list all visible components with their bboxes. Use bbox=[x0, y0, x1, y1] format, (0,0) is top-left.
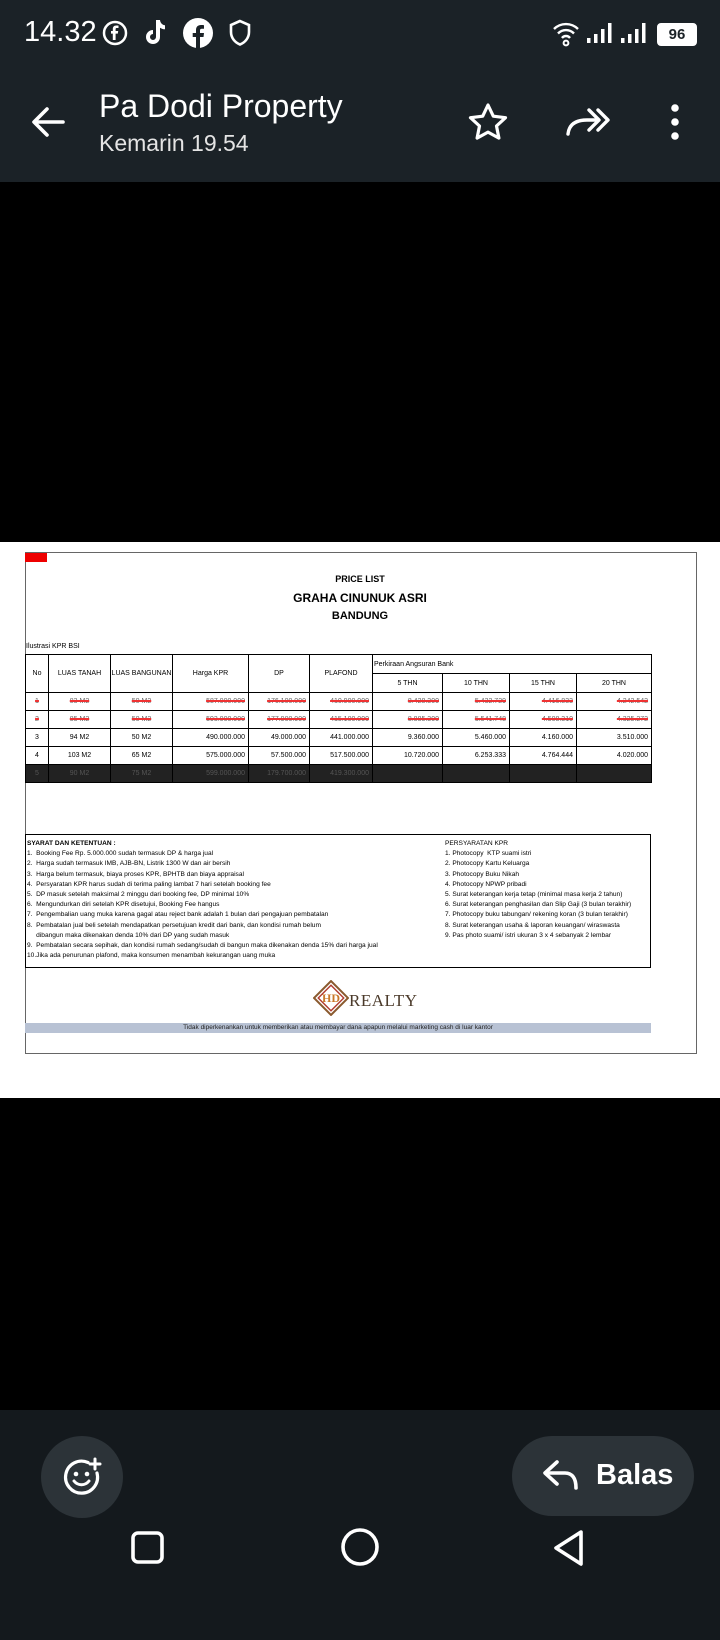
requirement-item: 3. Photocopy Buku Nikah bbox=[445, 870, 520, 878]
wifi-icon bbox=[552, 19, 580, 47]
app-header bbox=[0, 68, 720, 182]
table-cell: 4 bbox=[26, 747, 49, 765]
table-cell: 9.360.000 bbox=[373, 729, 443, 747]
table-cell: 5.460.000 bbox=[443, 729, 510, 747]
table-cell: 5.541.748 bbox=[443, 711, 510, 729]
table-cell: 176.100.000 bbox=[249, 693, 310, 711]
requirement-item: 8. Surat keterangan usaha & laporan keuangan/ wiraswasta bbox=[445, 921, 620, 929]
requirement-item: 1. Photocopy KTP suami istri bbox=[445, 850, 532, 858]
terms-list bbox=[27, 839, 447, 961]
requirement-item: 5. Surat keterangan kerja tetap (minimal masa kerja 2 tahun) bbox=[445, 891, 623, 899]
hd-realty-logo bbox=[313, 980, 349, 1016]
terms-item: 6. Mengundurkan diri setelah KPR disetujui, Booking Fee hangus bbox=[27, 901, 220, 909]
terms-item: 5. DP masuk setelah maksimal 2 minggu dari booking fee, DP minimal 10% bbox=[27, 891, 250, 899]
col-header: Harga KPR bbox=[173, 655, 249, 693]
terms-title: SYARAT DAN KETENTUAN : bbox=[27, 840, 116, 847]
page-subtitle: Kemarin 19.54 bbox=[99, 130, 249, 156]
doc-title-city: BANDUNG bbox=[331, 610, 389, 622]
table-cell: 8.885.300 bbox=[373, 711, 443, 729]
battery-icon bbox=[657, 23, 697, 46]
table-cell: 85 M2 bbox=[49, 711, 111, 729]
table-cell: 575.000.000 bbox=[173, 747, 249, 765]
shield-icon bbox=[228, 19, 252, 47]
table-cell: 179.700.000 bbox=[249, 765, 310, 783]
table-row bbox=[26, 729, 652, 747]
facebook-messenger-icon bbox=[102, 20, 128, 46]
table-row bbox=[26, 765, 652, 783]
tiktok-icon bbox=[143, 18, 169, 46]
col-header: 20 THN bbox=[577, 674, 652, 693]
table-cell: 517.500.000 bbox=[310, 747, 373, 765]
terms-item: 2. Harga sudah termasuk IMB, AJB-BN, Listrik 1300 W dan air bersih bbox=[27, 860, 231, 868]
table-cell: 587.000.000 bbox=[173, 693, 249, 711]
home-icon[interactable] bbox=[339, 1526, 381, 1568]
table-cell: 50 M2 bbox=[111, 711, 173, 729]
status-time: 14.32 bbox=[24, 16, 97, 48]
table-cell: 1 bbox=[26, 693, 49, 711]
table-cell bbox=[577, 765, 652, 783]
terms-item: 3. Harga belum termasuk, biaya proses KPR, BPHTB dan biaya appraisal bbox=[27, 870, 244, 878]
terms-item: 10.Jika ada penurunan plafond, maka konsumen menambah kekurangan uang muka bbox=[27, 952, 276, 960]
terms-item: 9. Pembatalan secara sepihak, dan kondisi rumah sedang/sudah di bangun maka dikenakan denda 15% dari harga jual bbox=[27, 942, 378, 950]
requirement-item: 9. Pas photo suami/ istri ukuran 3 x 4 sebanyak 2 lembar bbox=[445, 931, 612, 939]
table-cell: 410.900.000 bbox=[310, 693, 373, 711]
doc-title-pricelist: PRICE LIST bbox=[335, 574, 385, 584]
requirements-list bbox=[445, 839, 650, 941]
back-triangle-icon[interactable] bbox=[550, 1528, 590, 1568]
table-cell: 5 bbox=[26, 765, 49, 783]
table-cell: 5.432.729 bbox=[443, 693, 510, 711]
reply-label: Balas bbox=[596, 1459, 674, 1491]
recent-apps-icon[interactable] bbox=[128, 1528, 168, 1568]
more-vert-icon[interactable] bbox=[664, 102, 686, 142]
table-cell: 49.000.000 bbox=[249, 729, 310, 747]
logo-text: REALTY bbox=[349, 991, 418, 1010]
table-row bbox=[26, 711, 652, 729]
shared-image[interactable] bbox=[0, 542, 720, 1098]
signal-1-icon bbox=[586, 22, 612, 44]
arrow-left-icon[interactable] bbox=[28, 102, 68, 142]
col-header: LUAS BANGUNAN bbox=[111, 655, 173, 693]
table-cell: 94 M2 bbox=[49, 729, 111, 747]
col-header: PLAFOND bbox=[310, 655, 373, 693]
facebook-icon bbox=[182, 17, 214, 49]
col-header: No bbox=[26, 655, 49, 693]
table-cell: 3 bbox=[26, 729, 49, 747]
table-cell: 10.720.000 bbox=[373, 747, 443, 765]
table-row bbox=[26, 747, 652, 765]
bottom-bar bbox=[0, 1410, 720, 1640]
table-cell: 415.100.000 bbox=[310, 711, 373, 729]
table-cell: 177.900.000 bbox=[249, 711, 310, 729]
table-cell bbox=[373, 765, 443, 783]
table-cell: 419.300.000 bbox=[310, 765, 373, 783]
table-cell: 6.253.333 bbox=[443, 747, 510, 765]
terms-item: 7. Pengembalian uang muka karena gagal atau reject bank adalah 1 bulan dari pengajuan pembatalan bbox=[27, 911, 329, 919]
table-cell: 2 bbox=[26, 711, 49, 729]
forward-icon[interactable] bbox=[565, 106, 611, 138]
reply-button[interactable] bbox=[512, 1436, 694, 1516]
table-cell: 90 M2 bbox=[49, 765, 111, 783]
signal-2-icon bbox=[620, 22, 646, 44]
table-cell: 75 M2 bbox=[111, 765, 173, 783]
table-cell: 490.000.000 bbox=[173, 729, 249, 747]
col-header: 15 THN bbox=[510, 674, 577, 693]
requirement-item: 6. Surat keterangan penghasilan dan Slip Gaji (3 bulan terakhir) bbox=[445, 901, 632, 909]
doc-title-project: GRAHA CINUNUK ASRI bbox=[293, 591, 427, 605]
add-reaction-icon bbox=[62, 1457, 102, 1497]
col-group-header: Perkiraan Angsuran Bank bbox=[373, 655, 652, 674]
table-cell: 8.428.300 bbox=[373, 693, 443, 711]
logo-mark: HD bbox=[322, 991, 340, 1005]
table-cell: 65 M2 bbox=[111, 747, 173, 765]
footer-note: Tidak diperkenankan untuk memberikan atau membayar dana apapun melalui marketing cash di luar kantor bbox=[25, 1023, 651, 1033]
col-header: 10 THN bbox=[443, 674, 510, 693]
reply-icon bbox=[541, 1458, 581, 1492]
table-cell: 4.508.310 bbox=[510, 711, 577, 729]
col-header: 5 THN bbox=[373, 674, 443, 693]
table-cell: 4.325.272 bbox=[577, 711, 652, 729]
table-cell: 599.000.000 bbox=[173, 765, 249, 783]
table-cell: 83 M2 bbox=[49, 693, 111, 711]
table-cell: 50 M2 bbox=[111, 693, 173, 711]
red-marker bbox=[25, 553, 47, 562]
table-cell bbox=[443, 765, 510, 783]
table-cell: 50 M2 bbox=[111, 729, 173, 747]
table-cell: 593.000.000 bbox=[173, 711, 249, 729]
document-frame bbox=[25, 552, 697, 1054]
table-cell: 4.242.542 bbox=[577, 693, 652, 711]
table-row bbox=[26, 693, 652, 711]
battery-level: 96 bbox=[668, 26, 686, 43]
table-cell: 4.020.000 bbox=[577, 747, 652, 765]
terms-item: 8. Pembatalan jual beli setelah mendapatkan persetujuan kredit dari bank, dan kondisi rumah belum bbox=[27, 921, 321, 929]
terms-item: 1. Booking Fee Rp. 5.000.000 sudah termasuk DP & harga jual bbox=[27, 850, 214, 858]
table-cell: 4.160.000 bbox=[510, 729, 577, 747]
terms-box bbox=[25, 834, 651, 968]
table-cell: 57.500.000 bbox=[249, 747, 310, 765]
add-reaction-button[interactable] bbox=[41, 1436, 123, 1518]
terms-item: 4. Persyaratan KPR harus sudah di terima paling lambat 7 hari setelah booking fee bbox=[27, 880, 271, 888]
requirement-item: 2. Photocopy Kartu Keluarga bbox=[445, 860, 530, 868]
col-header: DP bbox=[249, 655, 310, 693]
requirement-item: 4. Photocopy NPWP pribadi bbox=[445, 880, 527, 888]
table-cell: 4.764.444 bbox=[510, 747, 577, 765]
table-cell: 103 M2 bbox=[49, 747, 111, 765]
requirement-item: 7. Photocopy buku tabungan/ rekening koran (3 bulan terakhir) bbox=[445, 911, 628, 919]
col-header: LUAS TANAH bbox=[49, 655, 111, 693]
table-cell bbox=[510, 765, 577, 783]
kpr-caption: Ilustrasi KPR BSI bbox=[26, 643, 80, 650]
status-bar bbox=[0, 0, 720, 68]
page-title: Pa Dodi Property bbox=[99, 88, 343, 124]
table-cell: 3.510.000 bbox=[577, 729, 652, 747]
terms-item: dibangun maka dikenakan denda 10% dari DP yang sudah masuk bbox=[27, 931, 230, 939]
table-cell: 441.000.000 bbox=[310, 729, 373, 747]
price-table bbox=[25, 654, 652, 783]
star-icon[interactable] bbox=[467, 102, 509, 142]
table-cell: 4.416.833 bbox=[510, 693, 577, 711]
requirements-title: PERSYARATAN KPR bbox=[445, 840, 509, 847]
